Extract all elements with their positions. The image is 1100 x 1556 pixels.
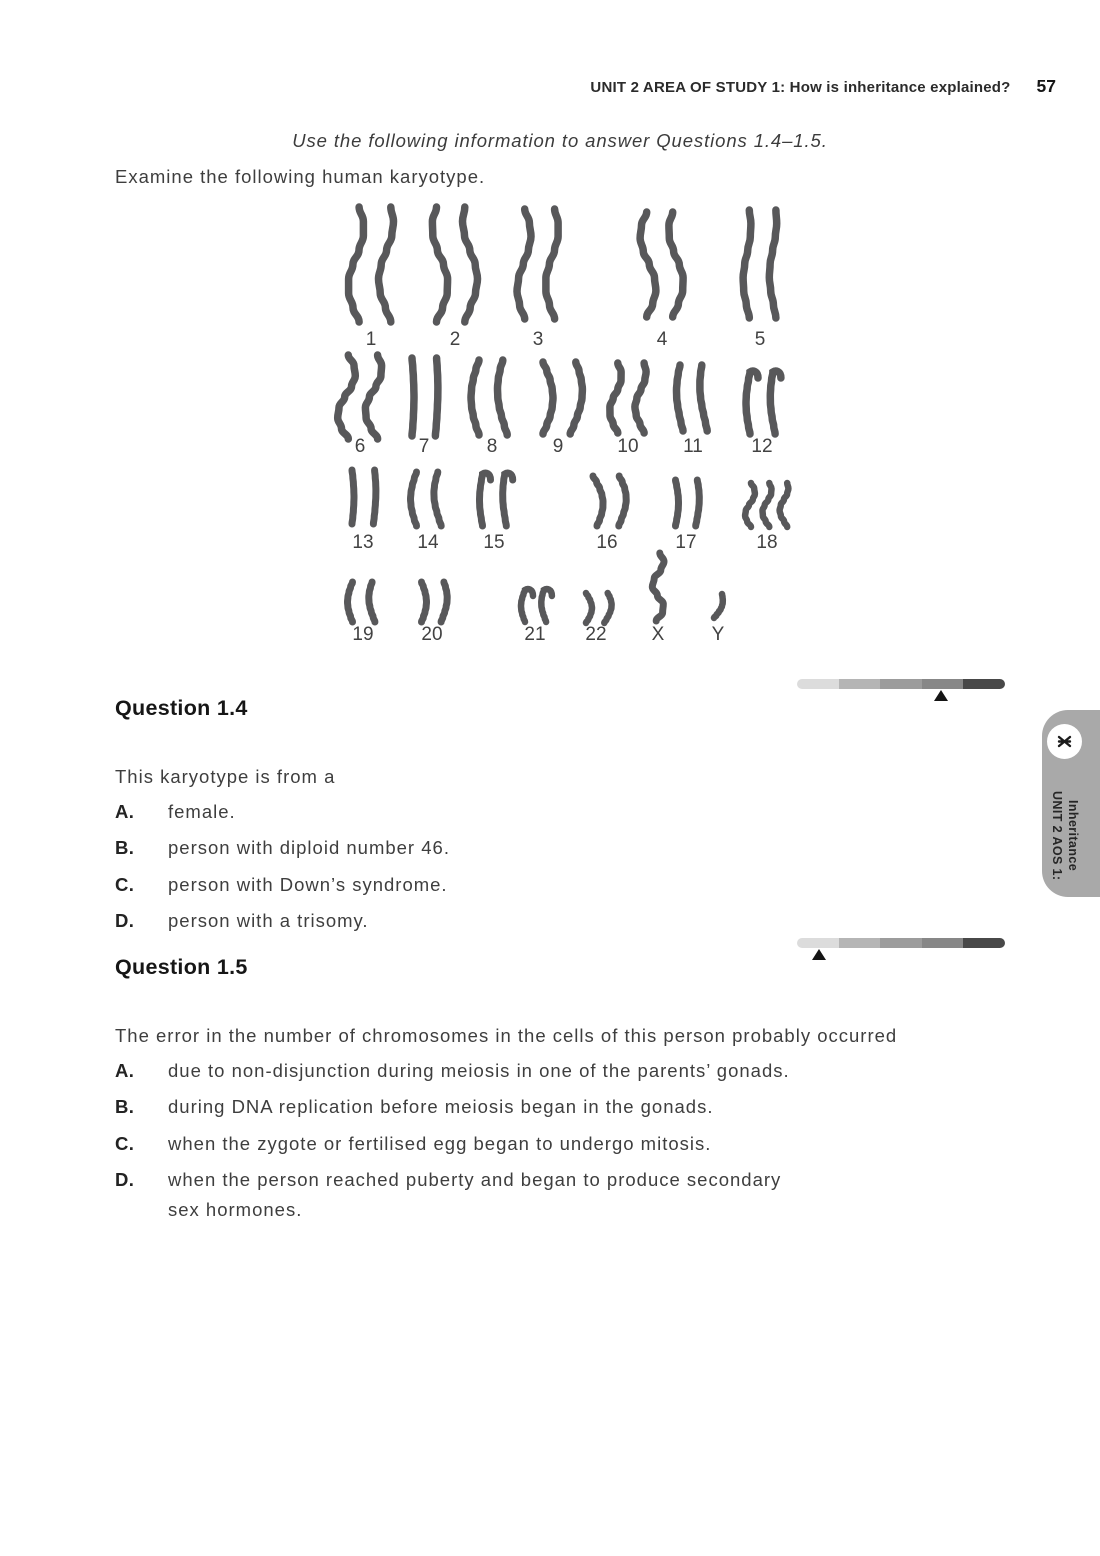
chromosome-label-11: 11 xyxy=(683,436,703,457)
chromosome-group-14 xyxy=(411,472,442,553)
question-1-5-title: Question 1.5 xyxy=(115,954,248,979)
option-text xyxy=(168,1165,1005,1224)
chromosome xyxy=(432,207,447,322)
karyotype-diagram xyxy=(330,200,800,650)
chromosome xyxy=(352,470,354,524)
chromosome xyxy=(435,358,438,436)
option-letter: C. xyxy=(115,1132,135,1154)
chromosome-group-9 xyxy=(543,362,582,457)
chromosome xyxy=(652,553,664,621)
chromosome xyxy=(471,360,479,435)
chromosome-group-16 xyxy=(593,476,626,553)
chromosome xyxy=(640,212,656,317)
difficulty-marker xyxy=(934,690,948,701)
chromosome xyxy=(503,473,513,526)
chromosome-label-18: 18 xyxy=(756,532,778,553)
chromosome-label-7: 7 xyxy=(418,436,430,457)
option-row-d xyxy=(115,906,1005,936)
difficulty-segment xyxy=(880,679,922,689)
difficulty-segment xyxy=(922,679,964,689)
chromosome-group-4 xyxy=(640,212,683,350)
chromosome xyxy=(434,472,441,526)
chromosome-label-14: 14 xyxy=(417,532,439,553)
chromosome xyxy=(373,470,376,524)
chromosome-label-13: 13 xyxy=(352,532,374,553)
difficulty-bar xyxy=(797,938,1005,948)
difficulty-segment xyxy=(880,938,922,948)
chromosome-label-21: 21 xyxy=(524,624,546,645)
chromosome-label-4: 4 xyxy=(656,329,668,350)
option-text-line2: sex hormones. xyxy=(168,1198,303,1220)
chromosome xyxy=(780,483,789,527)
chromosome xyxy=(770,371,781,434)
chromosome-label-Y: Y xyxy=(711,624,725,645)
chromosome-group-X xyxy=(652,553,665,645)
chromosome xyxy=(546,209,558,319)
chromosome xyxy=(745,483,755,527)
chromosome-label-16: 16 xyxy=(596,532,618,553)
publisher-logo-icon xyxy=(1056,733,1073,750)
option-letter: D. xyxy=(115,1169,135,1191)
chromosome xyxy=(521,589,533,622)
chromosome-label-1: 1 xyxy=(365,329,377,350)
chromosome xyxy=(349,207,364,322)
chromosome-group-7 xyxy=(412,358,438,457)
chromosome xyxy=(379,207,394,322)
option-text: due to non-disjunction during meiosis in one of the parents’ gonads. xyxy=(168,1059,790,1081)
option-letter: D. xyxy=(115,910,135,932)
chromosome xyxy=(700,365,707,431)
chromosome xyxy=(463,207,478,322)
option-row-a xyxy=(115,797,1005,827)
chromosome-group-10 xyxy=(610,363,646,457)
running-header-title: UNIT 2 AREA OF STUDY 1: How is inheritance explained? xyxy=(590,79,1011,96)
difficulty-meter xyxy=(797,938,1005,964)
chromosome xyxy=(412,358,414,436)
chromosome xyxy=(763,483,772,527)
question-1-5-section xyxy=(115,935,1005,1231)
chromosome xyxy=(610,363,621,433)
difficulty-segment xyxy=(963,679,1005,689)
difficulty-segment xyxy=(797,938,839,948)
chromosome xyxy=(714,594,723,618)
instruction-note: Use the following information to answer Questions 1.4–1.5. xyxy=(292,130,828,151)
option-row-b xyxy=(115,1092,1005,1122)
chromosome-group-17 xyxy=(675,480,699,553)
chromosome-group-3 xyxy=(517,209,558,350)
chromosome-label-3: 3 xyxy=(532,329,544,350)
difficulty-segment xyxy=(922,938,964,948)
chromosome xyxy=(411,472,417,526)
chromosome xyxy=(369,582,375,622)
chromosome xyxy=(746,371,758,434)
chromosome xyxy=(543,362,553,434)
chromosome-group-13 xyxy=(352,470,376,553)
chromosome-label-17: 17 xyxy=(675,532,697,553)
chromosome-group-22 xyxy=(585,593,611,645)
chromosome xyxy=(480,473,491,526)
option-letter: C. xyxy=(115,873,135,895)
publisher-logo-circle xyxy=(1047,724,1082,759)
page-number: 57 xyxy=(1036,76,1056,96)
chromosome xyxy=(348,582,353,622)
chromosome xyxy=(604,593,611,623)
question-1-4-options xyxy=(115,797,1005,936)
chromosome-label-22: 22 xyxy=(585,624,607,645)
difficulty-marker xyxy=(812,949,826,960)
chromosome xyxy=(570,362,582,434)
side-tab-label-line1: UNIT 2 AOS 1: xyxy=(1050,791,1064,881)
option-row-a xyxy=(115,1056,1005,1086)
chromosome xyxy=(743,210,751,318)
chromosome xyxy=(338,355,356,439)
side-tab-label-line2: Inheritance xyxy=(1066,800,1080,872)
chromosome xyxy=(517,209,531,319)
examine-text: Examine the following human karyotype. xyxy=(115,166,486,187)
chromosome xyxy=(635,363,646,433)
option-letter: B. xyxy=(115,1096,135,1118)
chromosome xyxy=(619,476,626,526)
option-text: person with a trisomy. xyxy=(168,910,369,932)
chromosome-label-X: X xyxy=(651,624,665,645)
chromosome-label-12: 12 xyxy=(751,436,773,457)
side-tab-label xyxy=(1049,776,1081,896)
chromosome-group-11 xyxy=(677,365,708,457)
question-1-4-header xyxy=(115,676,1005,740)
chromosome-group-6 xyxy=(338,355,382,457)
chromosome-label-15: 15 xyxy=(483,532,505,553)
difficulty-bar xyxy=(797,679,1005,689)
chromosome-group-Y xyxy=(712,594,725,645)
chromosome xyxy=(498,360,508,435)
chromosome-group-15 xyxy=(480,473,513,553)
option-letter: A. xyxy=(115,800,135,822)
chromosome-group-5 xyxy=(743,210,777,350)
option-row-c xyxy=(115,870,1005,900)
chromosome-label-6: 6 xyxy=(354,436,366,457)
question-1-5-header xyxy=(115,935,1005,999)
option-row-b xyxy=(115,833,1005,863)
option-text: when the zygote or fertilised egg began to undergo mitosis. xyxy=(168,1132,712,1154)
chromosome-group-21 xyxy=(521,589,552,645)
chromosome-label-10: 10 xyxy=(617,436,639,457)
chromosome-group-1 xyxy=(349,207,394,350)
difficulty-segment xyxy=(963,938,1005,948)
question-1-4-title: Question 1.4 xyxy=(115,695,248,720)
difficulty-segment xyxy=(839,679,881,689)
option-text: person with Down’s syndrome. xyxy=(168,873,448,895)
chromosome-group-20 xyxy=(421,582,447,645)
page-header xyxy=(590,76,1056,97)
chromosome-label-2: 2 xyxy=(449,329,461,350)
difficulty-segment xyxy=(797,679,839,689)
chromosome xyxy=(422,582,427,622)
option-row-d xyxy=(115,1165,1005,1224)
option-text: female. xyxy=(168,800,236,822)
chromosome xyxy=(696,480,700,526)
chromosome xyxy=(586,593,592,623)
chromosome xyxy=(365,355,381,439)
chromosome-label-5: 5 xyxy=(754,329,766,350)
question-1-4-section xyxy=(115,676,1005,943)
chromosome-group-2 xyxy=(432,207,477,350)
chromosome xyxy=(769,210,776,318)
option-row-c xyxy=(115,1129,1005,1159)
question-1-4-lead: This karyotype is from a xyxy=(115,765,336,787)
chromosome-group-12 xyxy=(746,371,781,457)
chromosome-group-19 xyxy=(348,582,375,645)
chromosome xyxy=(441,582,447,622)
difficulty-meter xyxy=(797,679,1005,705)
question-1-5-options xyxy=(115,1056,1005,1225)
difficulty-segment xyxy=(839,938,881,948)
option-letter: A. xyxy=(115,1059,135,1081)
option-text: during DNA replication before meiosis began in the gonads. xyxy=(168,1096,714,1118)
option-letter: B. xyxy=(115,837,135,859)
chromosome-group-18 xyxy=(745,483,788,553)
chromosome xyxy=(677,365,684,431)
chromosome-label-20: 20 xyxy=(421,624,443,645)
chromosome xyxy=(669,212,683,317)
option-text: person with diploid number 46. xyxy=(168,837,450,859)
chromosome-label-19: 19 xyxy=(352,624,374,645)
chromosome-label-9: 9 xyxy=(552,436,564,457)
option-text-line1: when the person reached puberty and began to produce secondary xyxy=(168,1169,782,1191)
chromosome xyxy=(676,480,679,526)
question-1-5-lead: The error in the number of chromosomes in the cells of this person probably occurred xyxy=(115,1024,898,1046)
chromosome xyxy=(593,476,603,526)
chromosome xyxy=(541,589,552,622)
chromosome-group-8 xyxy=(471,360,507,457)
side-tab-unit2-aos1 xyxy=(1042,710,1100,897)
chromosome-label-8: 8 xyxy=(486,436,498,457)
